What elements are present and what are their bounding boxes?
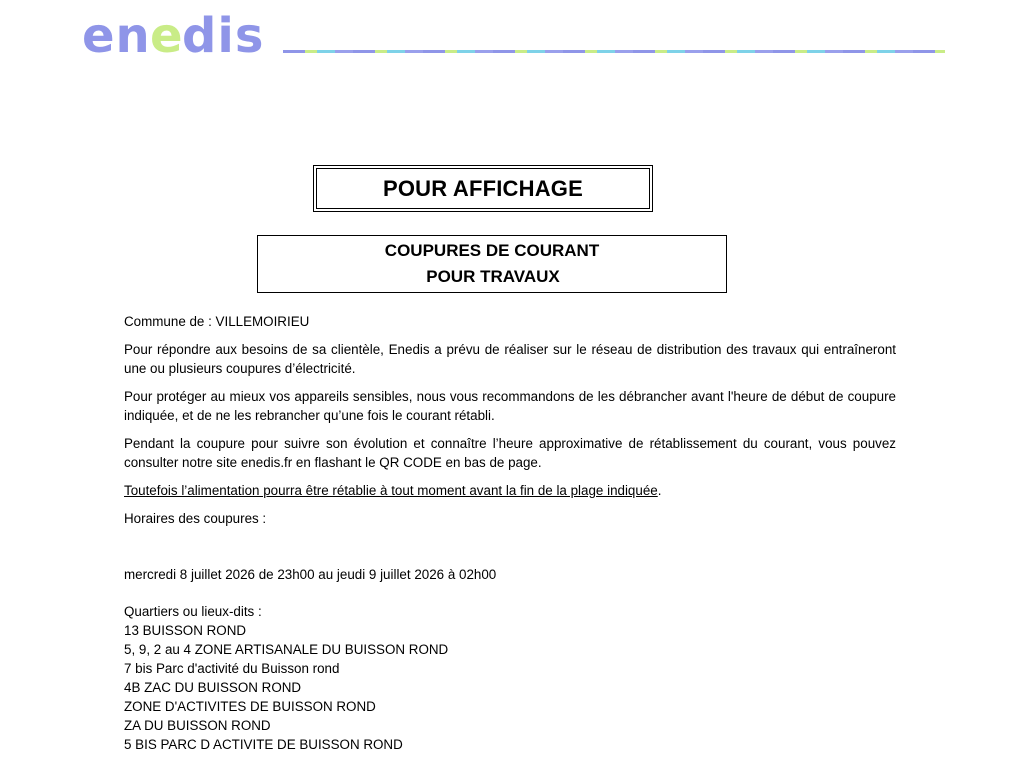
quartier-item: ZONE D'ACTIVITES DE BUISSON ROND xyxy=(124,699,376,714)
horaires-label: Horaires des coupures : xyxy=(124,511,267,526)
warning-end: . xyxy=(657,483,662,498)
quartiers-block xyxy=(124,602,896,754)
schedule-line: mercredi 8 juillet 2026 de 23h00 au jeudi 9 juillet 2026 à 02h00 xyxy=(124,567,497,582)
intro-paragraph: Pour répondre aux besoins de sa clientèle, Enedis a prévu de réaliser sur le réseau de distribution des travaux qui entraîneront une ou plusieurs coupures d’électricité. xyxy=(124,342,896,376)
quartier-item: 5 BIS PARC D ACTIVITE DE BUISSON ROND xyxy=(124,737,403,752)
notice-body xyxy=(124,312,896,754)
warning-line xyxy=(124,481,896,500)
coupures-title-line2: POUR TRAVAUX xyxy=(426,267,560,286)
svg-text:en: en xyxy=(82,10,151,58)
enedis-logo xyxy=(82,10,277,58)
tracking-paragraph: Pendant la coupure pour suivre son évolution et connaître l’heure approximative de rétablissement du courant, vous pouvez consulter notre site enedis.fr en flashant le QR CODE en bas de page. xyxy=(124,436,896,470)
svg-text:dis: dis xyxy=(182,10,265,58)
protection-paragraph: Pour protéger au mieux vos appareils sensibles, nous vous recommandons de les débrancher avant l'heure de début de coupure indiquée, et de ne les rebrancher qu’une fois le courant rétabli. xyxy=(124,389,896,423)
quartier-item: 5, 9, 2 au 4 ZONE ARTISANALE DU BUISSON ROND xyxy=(124,642,449,657)
quartier-item: 13 BUISSON ROND xyxy=(124,623,247,638)
pour-affichage-title: POUR AFFICHAGE xyxy=(383,175,583,201)
coupures-title-frame xyxy=(257,235,727,293)
quartier-item: ZA DU BUISSON ROND xyxy=(124,718,271,733)
quartier-item: 7 bis Parc d'activité du Buisson rond xyxy=(124,661,340,676)
svg-text:e: e xyxy=(150,10,183,58)
warning-text: Toutefois l’alimentation pourra être rétablie à tout moment avant la fin de la plage indiquée xyxy=(124,483,658,498)
header-rule xyxy=(283,50,945,53)
coupures-title-line1: COUPURES DE COURANT xyxy=(384,241,600,260)
pour-affichage-frame xyxy=(313,165,653,212)
quartiers-label: Quartiers ou lieux-dits : xyxy=(124,604,262,619)
quartier-item: 4B ZAC DU BUISSON ROND xyxy=(124,680,302,695)
commune-line: Commune de : VILLEMOIRIEU xyxy=(124,314,310,329)
